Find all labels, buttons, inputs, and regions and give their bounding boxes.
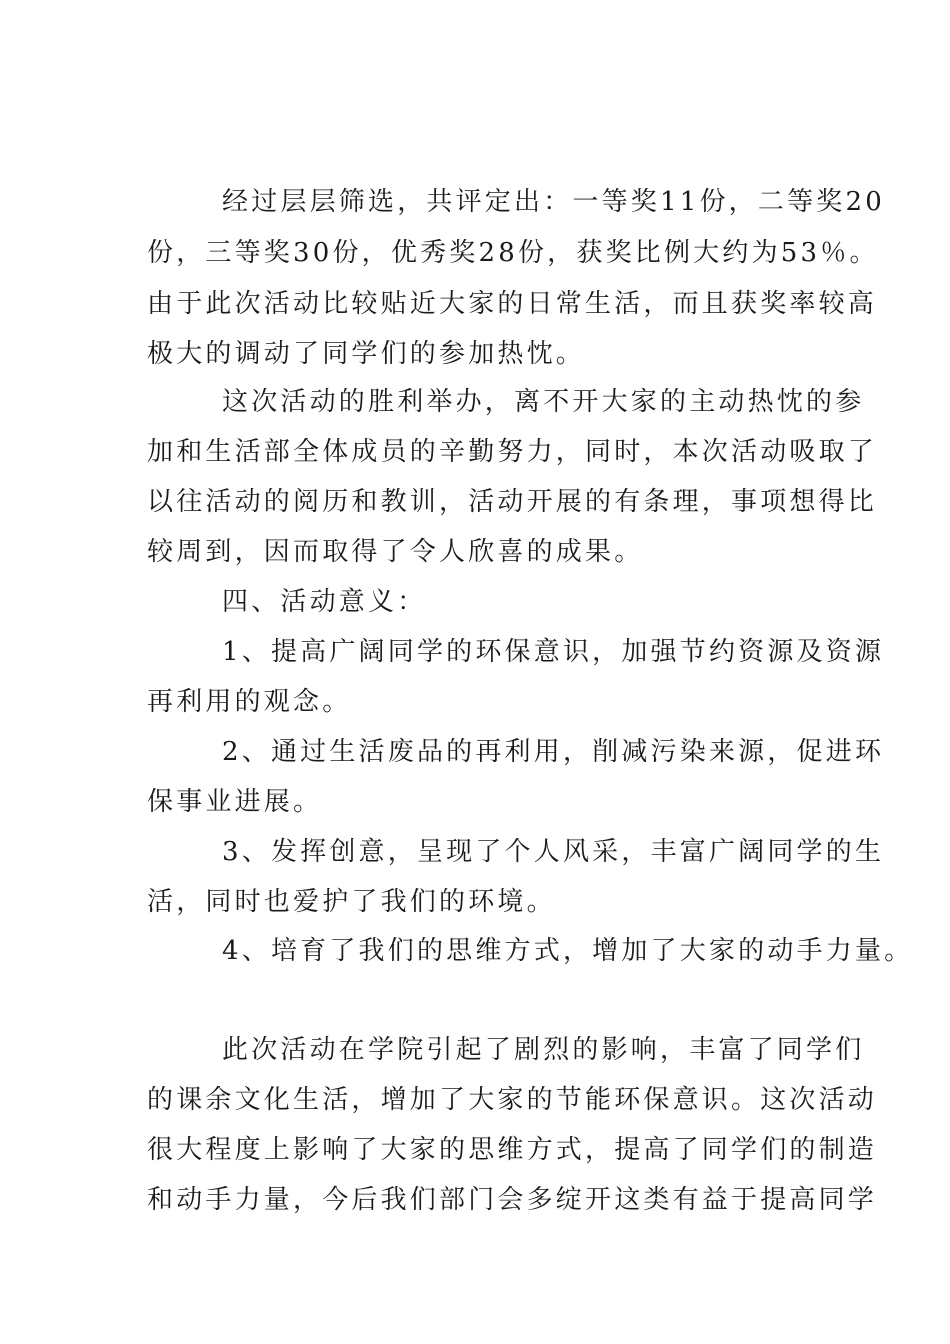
paragraph-1-line-1: 经过层层筛选，共评定出：一等奖11份，二等奖20 (222, 187, 885, 217)
item-1-line-2: 再利用的观念。 (147, 687, 352, 717)
paragraph-2-line-1: 这次活动的胜利举办，离不开大家的主动热忱的参 (222, 387, 865, 417)
paragraph-3-line-2: 的课余文化生活，增加了大家的节能环保意识。这次活动 (147, 1085, 878, 1115)
paragraph-2-line-2: 加和生活部全体成员的辛勤努力，同时，本次活动吸取了 (147, 437, 878, 467)
paragraph-2-line-3: 以往活动的阅历和教训，活动开展的有条理，事项想得比 (147, 487, 878, 517)
paragraph-3-line-1: 此次活动在学院引起了剧烈的影响，丰富了同学们 (222, 1035, 865, 1065)
item-3-line-2: 活，同时也爱护了我们的环境。 (147, 887, 556, 917)
item-2-line-1: 2、通过生活废品的再利用，削减污染来源，促进环 (222, 737, 885, 767)
paragraph-1-line-2: 份，三等奖30份，优秀奖28份，获奖比例大约为53％。 (147, 238, 879, 268)
section-heading: 四、活动意义： (222, 587, 427, 617)
item-2-line-2: 保事业进展。 (147, 787, 323, 817)
item-4-line-1: 4、培育了我们的思维方式，增加了大家的动手力量。 (222, 936, 914, 966)
paragraph-1-line-3: 由于此次活动比较贴近大家的日常生活，而且获奖率较高 (147, 289, 878, 319)
item-3-line-1: 3、发挥创意，呈现了个人风采，丰富广阔同学的生 (222, 837, 885, 867)
item-1-line-1: 1、提高广阔同学的环保意识，加强节约资源及资源 (222, 637, 885, 667)
paragraph-2-line-4: 较周到，因而取得了令人欣喜的成果。 (147, 537, 644, 567)
paragraph-3-line-3: 很大程度上影响了大家的思维方式，提高了同学们的制造 (147, 1135, 878, 1165)
paragraph-3-line-4: 和动手力量，今后我们部门会多绽开这类有益于提高同学 (147, 1185, 878, 1215)
paragraph-1-line-4: 极大的调动了同学们的参加热忱。 (147, 339, 586, 369)
